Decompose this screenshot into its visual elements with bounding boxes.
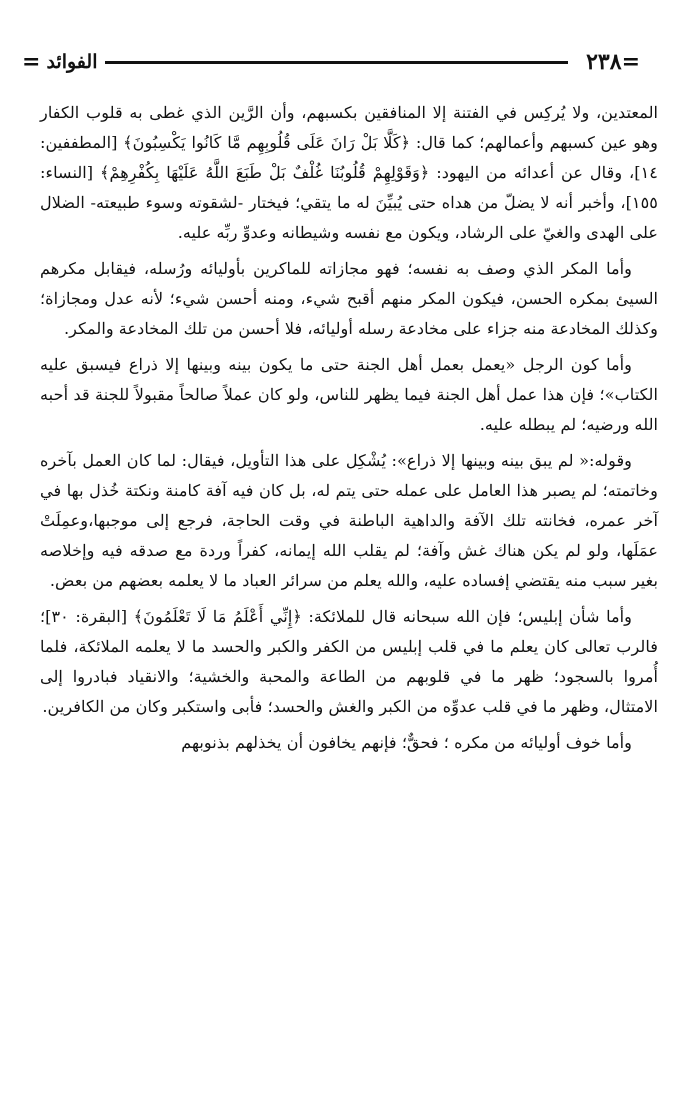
page-body xyxy=(40,98,658,764)
book-title: الفوائد xyxy=(46,51,98,73)
paragraph-1: المعتدين، ولا يُركِس في الفتنة إلا المنافقين بكسبهم، وأن الرَّين الذي غطى به قلوب الكفار وهو عين كسبهم وأعمالهم؛ كما قال: ﴿كَلَّا بَلْ رَانَ عَلَى قُلُوبِهِم مَّا كَانُوا يَكْسِبُونَ﴾ [المطففين: ١٤]، وقال عن أعدائه من اليهود: ﴿وَقَوْلِهِمْ قُلُوبُنَا غُلْفٌ بَلْ طَبَعَ اللَّهُ عَلَيْهَا بِكُفْرِهِمْ﴾ [النساء: ١٥٥]، وأخبر أنه لا يضلّ من هداه حتى يُبيِّنَ له ما يتقي؛ فيختار -لشقوته وسوء طبيعته- الضلال على الهدى والغيّ على الرشاد، ويكون مع نفسه وشيطانه وعدوِّ ربِّه عليه. xyxy=(40,103,658,242)
page-header xyxy=(22,44,640,80)
paragraph-3: وأما كون الرجل «يعمل بعمل أهل الجنة حتى ما يكون بينه وبينها إلا ذراع فيسبق عليه الكتاب»؛ فإن هذا عمل أهل الجنة فيما يظهر للناس، ولو كان عملاً صالحاً مقبولاً للجنة قد أحبه الله ورضيه؛ لم يبطله عليه. xyxy=(40,355,658,434)
header-rule xyxy=(105,61,568,64)
paragraph-2: وأما المكر الذي وصف به نفسه؛ فهو مجازاته للماكرين بأوليائه ورُسله، فيقابل مكرهم السيئ بمكره الحسن، فيكون المكر منهم أقبح شيء، ومنه أحسن شيء؛ لأنه عدل ومجازاة؛ وكذلك المخادعة منه جزاء على مخادعة رسله أوليائه، فلا أحسن من تلك المخادعة والمكر. xyxy=(40,259,658,338)
header-dash-right: = xyxy=(621,49,640,75)
paragraph-4: وقوله:« لم يبق بينه وبينها إلا ذراع»: يُشْكِل على هذا التأويل، فيقال: لما كان العمل بآخره وخاتمته؛ لم يصبر هذا العامل على عمله حتى يتم له، بل كان فيه آفة كامنة ونكتة خُذل بها في آخر عمره، فخانته تلك الآفة والداهية الباطنة في وقت الحاجة، فرجع إلى موجبها،وعمِلَتْ عمَلَها، ولو لم يكن هناك غش وآفة؛ لم يقلب الله إيمانه، كفراً وردة مع صدقه فيه وإخلاصه بغير سبب منه يقتضي إفساده عليه، والله يعلم من سرائر العباد ما لا يعلمه بعضهم من بعض. xyxy=(40,451,658,590)
header-dash-left: = xyxy=(22,49,41,75)
page-number: ٢٣٨ xyxy=(586,49,622,75)
paragraph-5: وأما شأن إبليس؛ فإن الله سبحانه قال للملائكة: ﴿إِنِّي أَعْلَمُ مَا لَا تَعْلَمُونَ﴾ [البقرة: ٣٠]؛ فالرب تعالى كان يعلم ما في قلب إبليس من الكفر والكبر والحسد ما لا يعلمه الملائكة، فلما أُمروا بالسجود؛ ظهر ما في قلوبهم من الطاعة والمحبة والخشية؛ والانقياد فبادروا إلى الامتثال، وظهر ما في قلب عدوِّه من الكبر والغش والحسد؛ فأبى واستكبر وكان من الكافرين. xyxy=(40,607,658,716)
paragraph-6: وأما خوف أوليائه من مكره ؛ فحقٌّ؛ فإنهم يخافون أن يخذلهم بذنوبهم xyxy=(181,733,632,752)
